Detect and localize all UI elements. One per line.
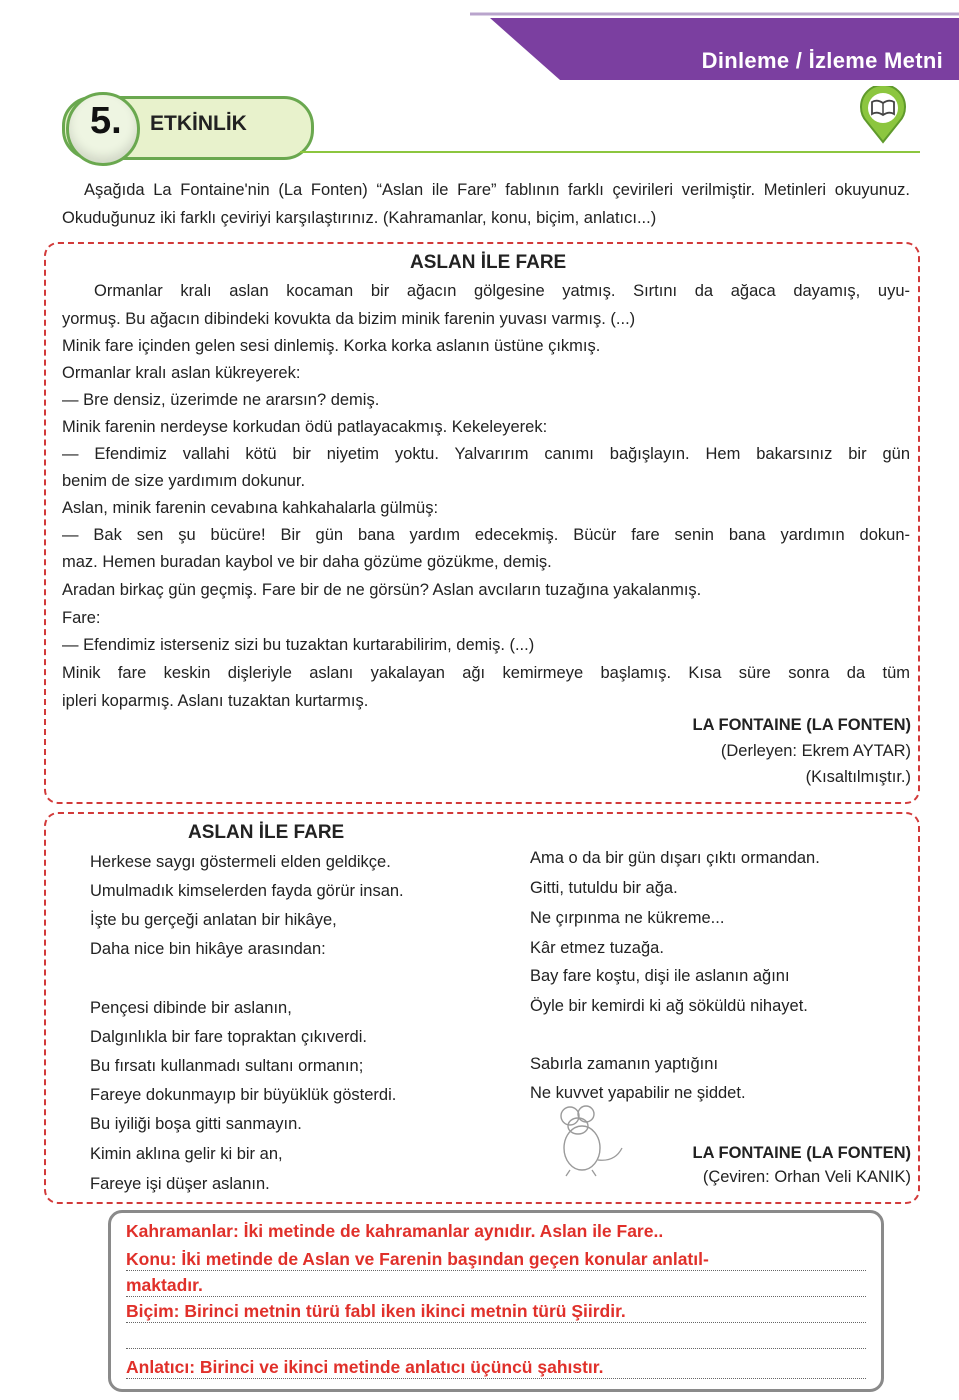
poem-line: Ama o da bir gün dışarı çıktı ormandan. bbox=[530, 849, 820, 867]
prose-line: — Bak sen şu bücüre! Bir gün bana yardım edecekmiş. Bücür fare senin bana yardımın dokun- bbox=[62, 526, 910, 544]
prose-line: ipleri koparmış. Aslanı tuzaktan kurtarmış. bbox=[62, 692, 369, 710]
prose-line: Aslan, minik farenin cevabına kahkahalarla gülmüş: bbox=[62, 499, 439, 517]
prose-line: Fare: bbox=[62, 609, 101, 627]
prose-line: — Bre densiz, üzerimde ne ararsın? demiş. bbox=[62, 391, 380, 409]
prose-line: Minik farenin nerdeyse korkudan ödü patlayacakmış. Kekeleyerek: bbox=[62, 418, 548, 436]
poem-line: Fareye dokunmayıp bir büyüklük gösterdi. bbox=[90, 1086, 397, 1104]
poem-line: Dalgınlıkla bir fare topraktan çıkıverdi. bbox=[90, 1028, 367, 1046]
poem-line: Fareye işi düşer aslanın. bbox=[90, 1175, 270, 1193]
poem-line: Daha nice bin hikâye arasından: bbox=[90, 940, 326, 958]
prose-note: (Kısaltılmıştır.) bbox=[805, 768, 911, 786]
activity-label: ETKİNLİK bbox=[150, 112, 247, 135]
instruction-text: Aşağıda La Fontaine'nin (La Fonten) “Aslan ile Fare” fablının farklı çevirileri verilmiştir. Metinleri okuyunuz. Okuduğunuz iki farklı çeviriyi karşılaştırınız. (Kahramanlar, konu, biçim, anlatıcı...) bbox=[62, 181, 910, 227]
prose-line: benim de size yardımım dokunur. bbox=[62, 472, 306, 490]
poem-line: Kâr etmez tuzağa. bbox=[530, 939, 664, 957]
prose-title: ASLAN İLE FARE bbox=[410, 252, 567, 273]
poem-line: Herkese saygı göstermeli elden geldikçe. bbox=[90, 853, 391, 871]
answer-dotted-line bbox=[126, 1348, 866, 1349]
poem-line: Ne kuvvet yapabilir ne şiddet. bbox=[530, 1084, 746, 1102]
activity-divider bbox=[300, 150, 920, 154]
poem-line: Bay fare koştu, dişi ile aslanın ağını bbox=[530, 967, 790, 985]
poem-line: Gitti, tutuldu bir ağa. bbox=[530, 879, 678, 897]
answer-narrator: Anlatıcı: Birinci ve ikinci metinde anlatıcı üçüncü şahıstır. bbox=[126, 1357, 604, 1377]
prose-line: Aradan birkaç gün geçmiş. Fare bir de ne görsün? Aslan avcıların tuzağına yakalanmış. bbox=[62, 581, 702, 599]
prose-author: LA FONTAINE (LA FONTEN) bbox=[692, 716, 911, 734]
prose-line: — Efendimiz isterseniz sizi bu tuzaktan kurtarabilirim, demiş. (...) bbox=[62, 636, 535, 654]
poem-line: Bu iyiliği boşa gitti sanmayın. bbox=[90, 1115, 302, 1133]
answer-dotted-line bbox=[126, 1378, 866, 1379]
poem-line: Sabırla zamanın yaptığını bbox=[530, 1055, 719, 1073]
poem-line: Bu fırsatı kullanmadı sultanı ormanın; bbox=[90, 1057, 364, 1075]
poem-author: LA FONTAINE (LA FONTEN) bbox=[692, 1144, 911, 1162]
prose-line: Minik fare keskin dişleriyle aslanı yakalayan ağı kemirmeye başlamış. Kısa süre sonra da tüm bbox=[62, 664, 910, 682]
poem-line: Öyle bir kemirdi ki ağ söküldü nihayet. bbox=[530, 997, 808, 1015]
answer-characters: Kahramanlar: İki metinde de kahramanlar aynıdır. Aslan ile Fare.. bbox=[126, 1221, 664, 1241]
mouse-illustration bbox=[540, 1100, 630, 1180]
book-icon bbox=[857, 86, 909, 144]
poem-line: Kimin aklına gelir ki bir an, bbox=[90, 1145, 283, 1163]
answer-topic-continued: maktadır. bbox=[126, 1275, 203, 1295]
poem-translator: (Çeviren: Orhan Veli KANIK) bbox=[702, 1168, 911, 1186]
answer-topic: Konu: İki metinde de Aslan ve Farenin başından geçen konular anlatıl- bbox=[126, 1249, 709, 1269]
answer-form: Biçim: Birinci metnin türü fabl iken ikinci metnin türü Şiirdir. bbox=[126, 1301, 626, 1321]
prose-compiler: (Derleyen: Ekrem AYTAR) bbox=[720, 742, 911, 760]
section-title: Dinleme / İzleme Metni bbox=[701, 48, 943, 73]
prose-line: — Efendimiz vallahi kötü bir niyetim yoktu. Yalvarırım canımı bağışlayın. Hem bakarsınız bir gün bbox=[62, 445, 910, 463]
activity-number: 5. bbox=[90, 100, 122, 142]
prose-line: maz. Hemen buradan kaybol ve bir daha gözüme gözükme, demiş. bbox=[62, 553, 552, 571]
prose-line: Ormanlar kralı aslan kükreyerek: bbox=[62, 364, 301, 382]
poem-line: İşte bu gerçeği anlatan bir hikâye, bbox=[90, 911, 337, 929]
poem-line: Ne çırpınma ne kükreme... bbox=[530, 909, 725, 927]
poem-line: Pençesi dibinde bir aslanın, bbox=[90, 999, 292, 1017]
prose-line: Ormanlar kralı aslan kocaman bir ağacın gölgesine yatmış. Sırtını da ağaca dayamış, uyu- bbox=[94, 282, 910, 300]
prose-line: yormuş. Bu ağacın dibindeki kovukta da bizim minik farenin yuvası varmış. (...) bbox=[62, 310, 636, 328]
poem-line: Umulmadık kimselerden fayda görür insan. bbox=[90, 882, 404, 900]
poem-title: ASLAN İLE FARE bbox=[188, 822, 345, 843]
prose-line: Minik fare içinden gelen sesi dinlemiş. Korka korka aslanın üstüne çıkmış. bbox=[62, 337, 601, 355]
